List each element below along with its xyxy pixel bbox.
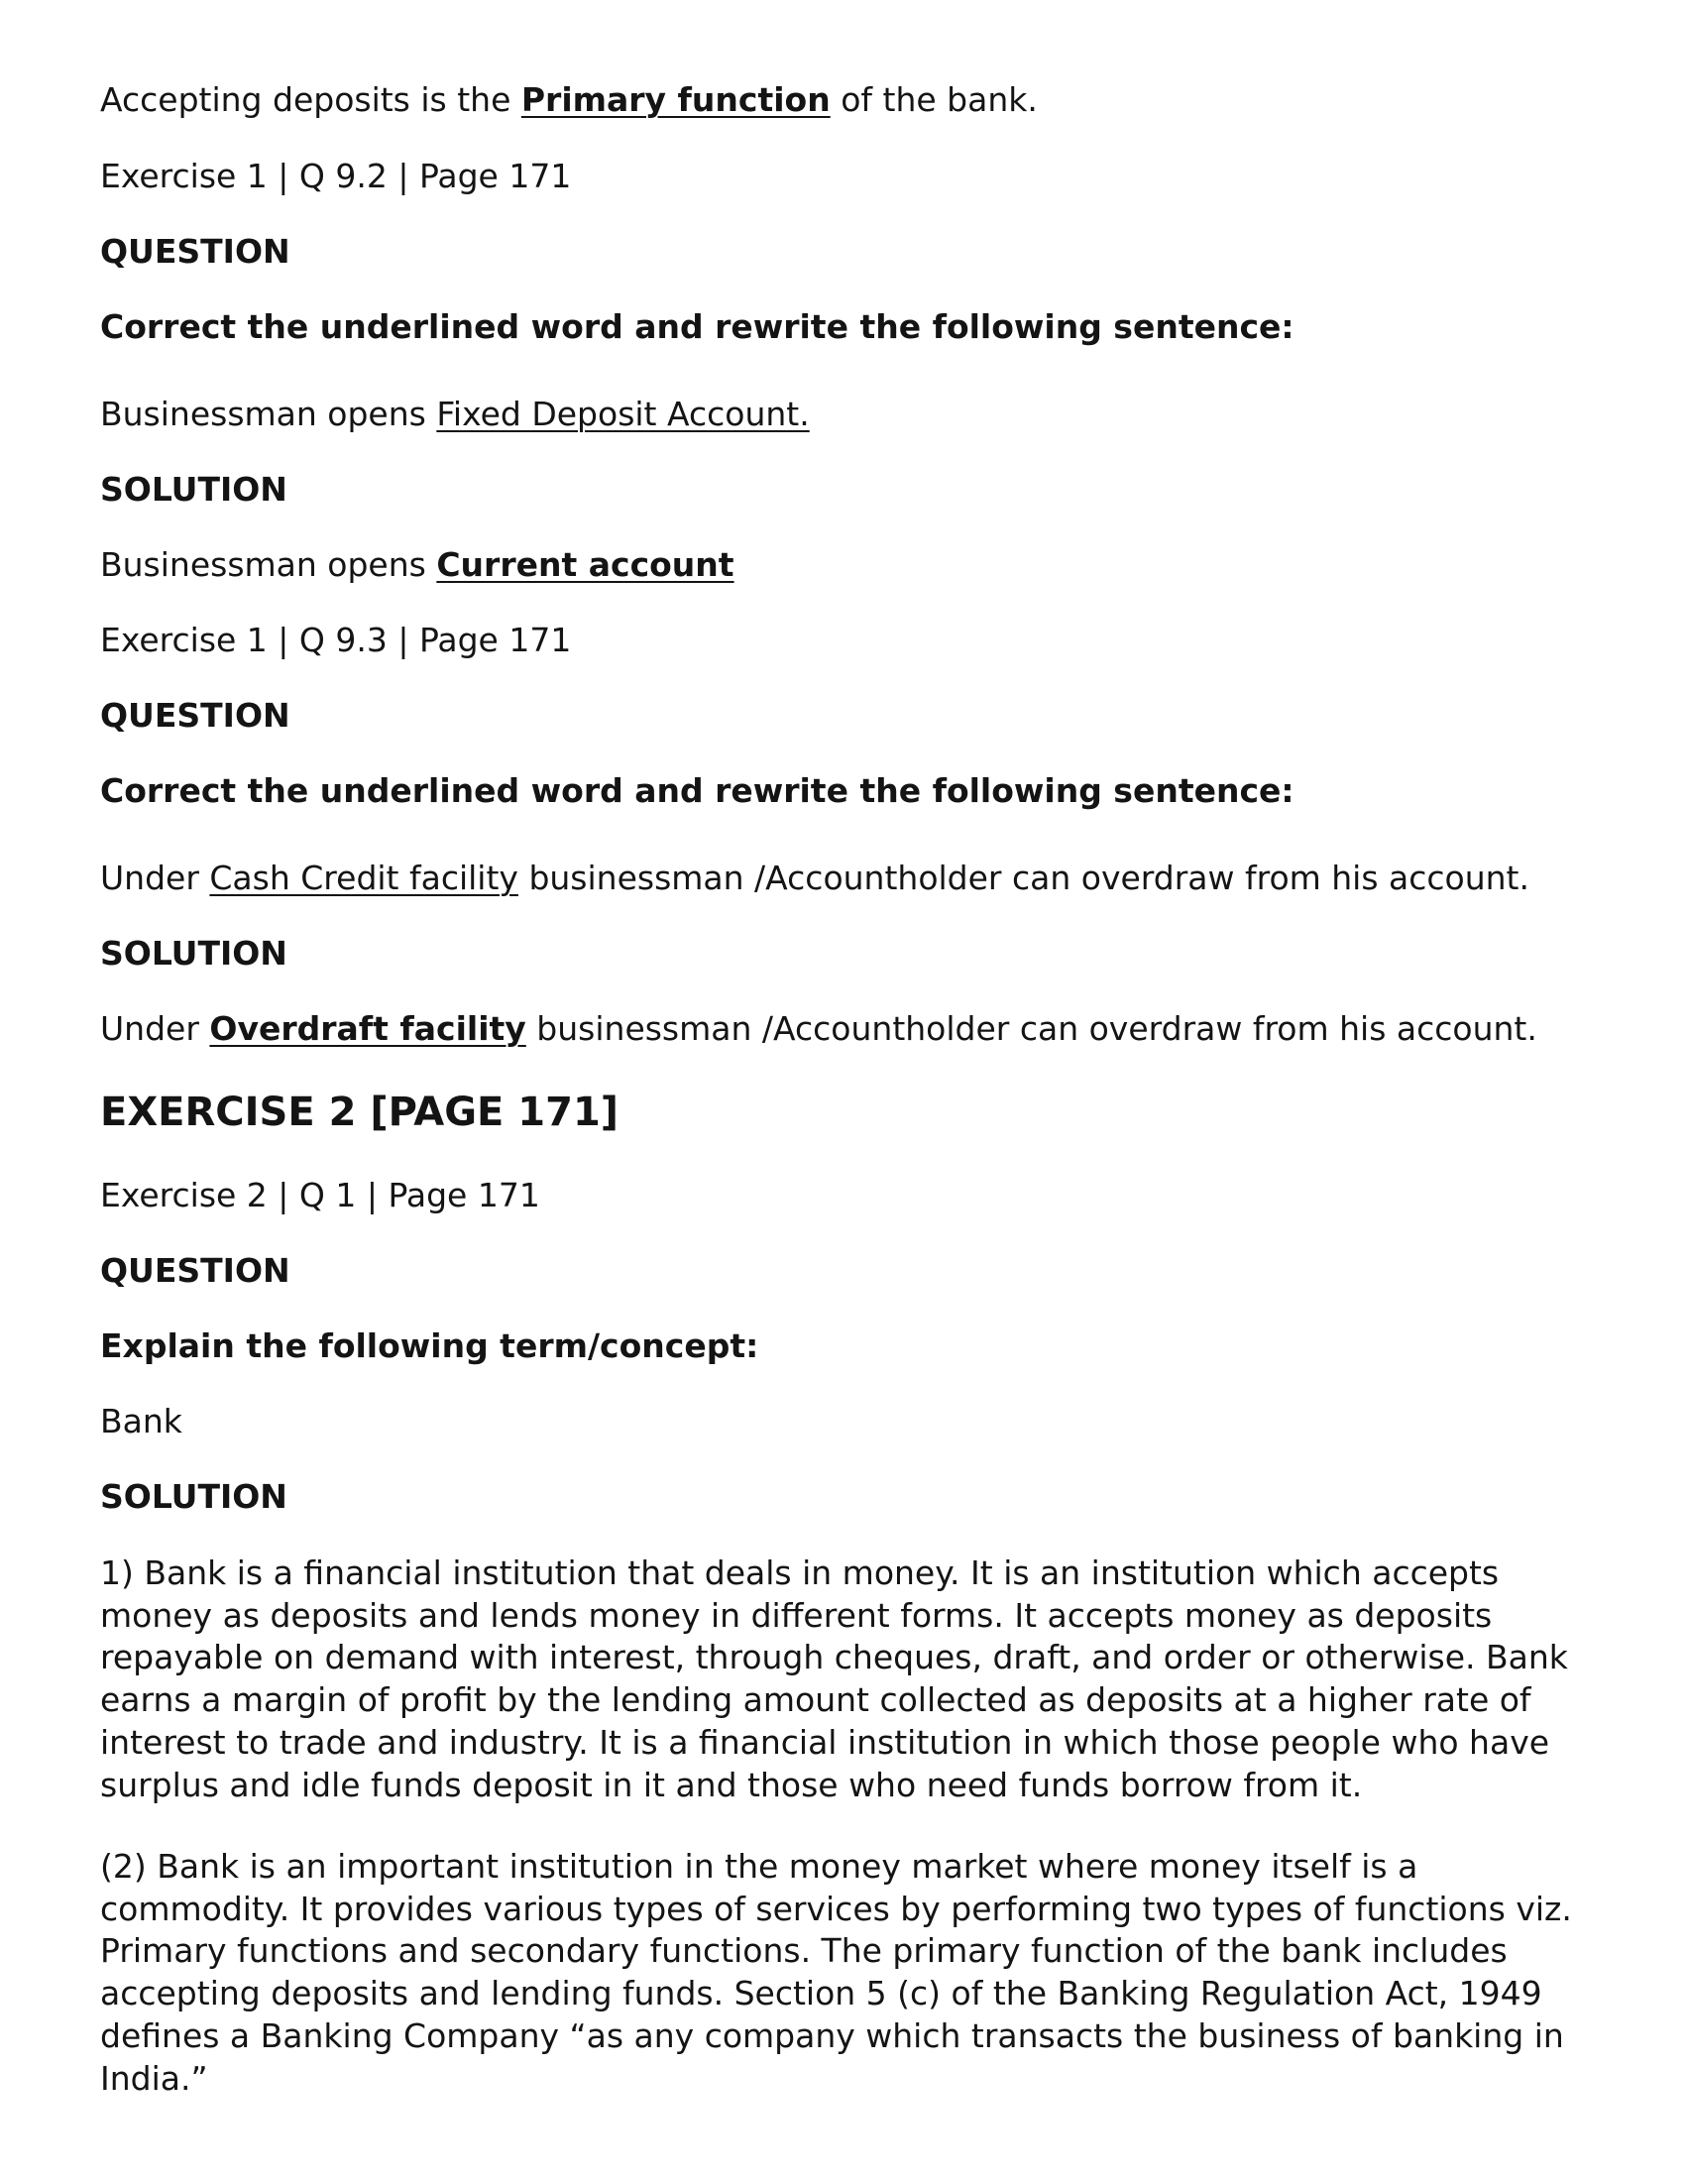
solution-label: SOLUTION <box>100 934 287 973</box>
solution-paragraph: (2) Bank is an important institution in the money market where money itself is a commodity. It provides various types of services by performing two types of functions viz. Primary functions and secondary functions. The primary function of the bank includes accepting deposits and lending funds. Section 5 (c) of the Banking Regulation Act, 1949 defines a Banking Company “as any company which transacts the business of banking in India.” <box>100 1847 1572 2098</box>
exercise-reference: Exercise 1 | Q 9.2 | Page 171 <box>100 157 572 195</box>
exercise-reference: Exercise 1 | Q 9.3 | Page 171 <box>100 621 572 659</box>
answer-line-primary-function: Accepting deposits is the Primary function of the bank. <box>100 80 1038 119</box>
question-sentence: Businessman opens Fixed Deposit Account. <box>100 395 810 433</box>
bold-underlined-answer: Current account <box>436 545 734 584</box>
question-instruction: Correct the underlined word and rewrite the following sentence: <box>100 307 1294 346</box>
solution-paragraph: 1) Bank is a financial institution that deals in money. It is an institution which accepts money as deposits and lends money in different forms. It accepts money as deposits repayable on demand with interest, through cheques, draft, and order or otherwise. Bank earns a margin of profit by the lending amount collected as deposits at a higher rate of interest to trade and industry. It is a financial institution in which those people who have surplus and idle funds deposit in it and those who need funds borrow from it. <box>100 1553 1568 1804</box>
section-heading: EXERCISE 2 [PAGE 171] <box>100 1090 619 1135</box>
solution-answer: Under Overdraft facility businessman /Accountholder can overdraw from his account. <box>100 1009 1537 1048</box>
underlined-word: Fixed Deposit Account. <box>436 395 810 433</box>
question-instruction: Correct the underlined word and rewrite the following sentence: <box>100 771 1294 810</box>
solution-answer: Businessman opens Current account <box>100 545 734 584</box>
question-term: Bank <box>100 1402 182 1440</box>
bold-underlined-answer: Primary function <box>520 80 831 119</box>
question-label: QUESTION <box>100 696 290 735</box>
solution-label: SOLUTION <box>100 470 287 509</box>
question-instruction: Explain the following term/concept: <box>100 1326 759 1365</box>
bold-underlined-answer: Overdraft facility <box>209 1009 526 1048</box>
solution-label: SOLUTION <box>100 1477 287 1516</box>
question-label: QUESTION <box>100 232 290 271</box>
question-sentence: Under Cash Credit facility businessman /Accountholder can overdraw from his account. <box>100 859 1529 897</box>
question-label: QUESTION <box>100 1251 290 1290</box>
underlined-word: Cash Credit facility <box>209 859 518 897</box>
exercise-reference: Exercise 2 | Q 1 | Page 171 <box>100 1176 540 1214</box>
